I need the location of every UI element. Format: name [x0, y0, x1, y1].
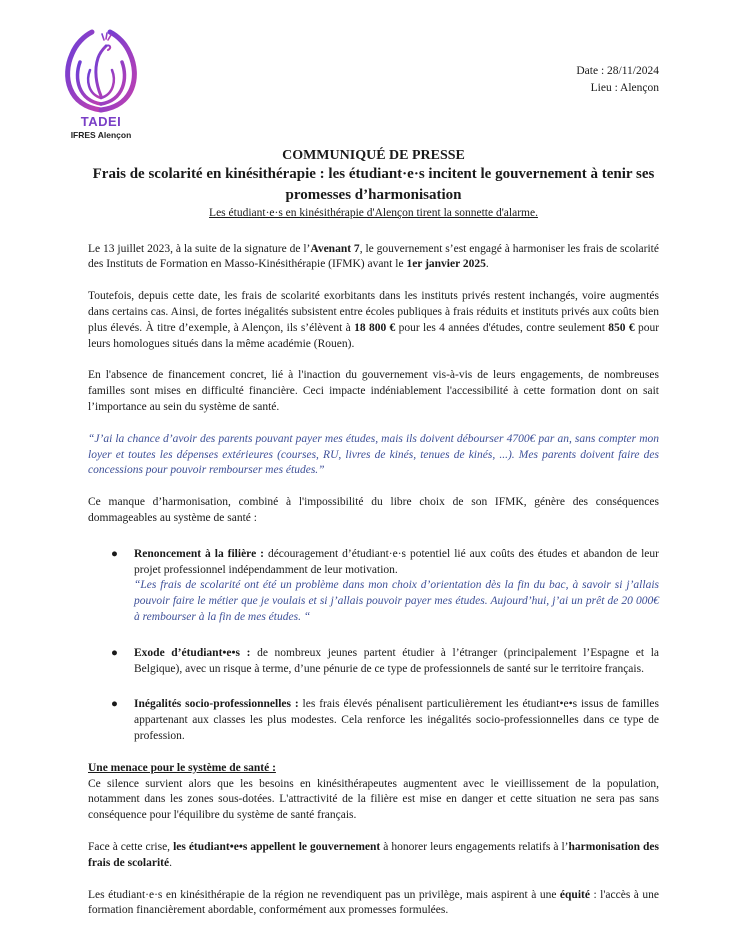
logo-subtitle: IFRES Alençon	[70, 130, 132, 140]
p1-bold-d: 1er janvier 2025	[406, 258, 486, 271]
logo	[58, 26, 144, 144]
date-line: Date : 28/11/2024	[576, 65, 659, 77]
paragraph-1	[88, 242, 659, 274]
bullet-text: de nombreux jeunes partent étudier à l’étranger (principalement l’Espagne et la Belgique), avec un risque à terme, d’une pénurie de ce type de professionnels de santé sur le territoire français.	[134, 646, 659, 675]
paragraph-5	[88, 840, 659, 872]
p1-text-c: , le gouvernement s’est engagé à harmoniser les frais de scolarité des Instituts de Formation en Masso-Kinésithérapie (IFMK) avant le	[88, 242, 659, 271]
paragraph-4: Ce manque d’harmonisation, combiné à l'impossibilité du libre choix de son IFMK, génère des conséquences dommageables au système de santé :	[88, 496, 659, 524]
p6-bold-b: équité	[559, 888, 590, 901]
list-item	[88, 547, 659, 626]
p5-bold-d: harmonisation des frais de scolarité	[88, 840, 660, 869]
place-line: Lieu : Alençon	[590, 82, 659, 94]
section-heading: Une menace pour le système de santé :	[88, 761, 276, 774]
list-item	[88, 697, 659, 744]
document-meta	[576, 63, 659, 97]
paragraph-2	[88, 289, 659, 352]
p5-text-a: Face à cette crise,	[88, 840, 174, 853]
p5-bold-b: les étudiant•e•s appellent le gouvernement	[173, 840, 381, 853]
p1-bold-b: Avenant 7	[310, 242, 360, 255]
p2-text-a: Toutefois, depuis cette date, les frais de scolarité exorbitants dans les instituts privés restent inchangés, voire augmentés dans certains cas. Ainsi, de fortes inégalités subsistent entre écoles publiques à frais réduits et instituts privés aux coûts bien plus élevés. À titre d’exemple, à Alençon, ils s’élèvent à	[88, 290, 659, 334]
p2-bold-b: 18 800 €	[354, 321, 396, 334]
peacock-logo-icon	[58, 26, 144, 114]
page-title: Frais de scolarité en kinésithérapie : les étudiant·e·s incitent le gouvernement à tenir ses promesses d’harmonisation	[92, 165, 655, 203]
document-body	[88, 148, 659, 919]
p2-text-e: pour leurs homologues situés dans la même académie (Rouen).	[88, 321, 660, 350]
p1-text-a: Le 13 juillet 2023, à la suite de la signature de l’	[88, 242, 311, 255]
bullet-title: Inégalités socio-professionnelles :	[134, 698, 299, 711]
subtitle: Les étudiant·e·s en kinésithérapie d'Alençon tirent la sonnette d'alarme.	[209, 206, 538, 219]
paragraph-3: En l'absence de financement concret, lié à l'inaction du gouvernement vis-à-vis de leurs engagements, de nombreuses familles sont mises en difficulté financière. Ceci impacte indéniablement l'accessibilité à cette formation dont on sait l’importance au sein du système de santé.	[88, 369, 659, 413]
bullet-text: les frais élevés pénalisent particulièrement les étudiant•e•s issus de familles appartenant aux classes les plus modestes. Cela renforce les inégalités socio-professionnelles dans ce type de profession.	[134, 698, 659, 742]
paragraph-6	[88, 888, 659, 920]
p5-text-c: à honorer leurs engagements relatifs à l’	[380, 840, 569, 853]
bullet-dot-icon: ●	[111, 547, 118, 560]
bullet-title: Renoncement à la filière :	[134, 547, 264, 560]
document-label: COMMUNIQUÉ DE PRESSE	[282, 148, 465, 163]
bullet-dot-icon: ●	[111, 698, 118, 711]
section-text: Ce silence survient alors que les besoins en kinésithérapeutes augmentent avec le vieillissement de la population, notamment dans les zones sous-dotées. L'attractivité de la filière est mise en danger et cette situation ne sera pas sans conséquence pour l'équilibre du système de santé français.	[88, 777, 659, 822]
p6-text-c: : l'accès à une formation financièrement abordable, conformément aux promesses formulées.	[88, 888, 659, 917]
logo-name: TADEI	[80, 114, 122, 129]
list-item	[88, 646, 659, 678]
p2-text-c: pour les 4 années d'études, contre seulement	[395, 321, 609, 334]
bullet-text: découragement d’étudiant·e·s potentiel lié aux coûts des études et abandon de leur projet professionnel indépendamment de leur motivation.	[134, 547, 659, 576]
p5-text-e: .	[169, 856, 172, 869]
bullet-dot-icon: ●	[111, 646, 118, 659]
p6-text-a: Les étudiant·e·s en kinésithérapie de la région ne revendiquent pas un privilège, mais aspirent à une	[88, 888, 560, 901]
testimony-quote-2: “Les frais de scolarité ont été un problème dans mon choix d’orientation dès la fin du bac, à savoir si j’allais pouvoir faire le métier que je voulais et si j’allais pouvoir payer mes études. Aujourd’hui, j’ai un prêt de 20 000€ à rembourser à la fin de mes études. “	[134, 579, 659, 623]
p1-text-e: .	[485, 258, 489, 271]
consequences-list	[88, 547, 659, 745]
testimony-quote-1: “J’ai la chance d’avoir des parents pouvant payer mes études, mais ils doivent débourser 4700€ par an, sans compter mon loyer et toutes les dépenses extérieures (courses, RU, livres de kinés, tenues de kinés, ...). Mes parents doivent faire des concessions pour pouvoir rembourser mes études.”	[88, 432, 659, 477]
p2-bold-d: 850 €	[608, 321, 635, 334]
bullet-title: Exode d’étudiant•e•s :	[134, 646, 251, 659]
